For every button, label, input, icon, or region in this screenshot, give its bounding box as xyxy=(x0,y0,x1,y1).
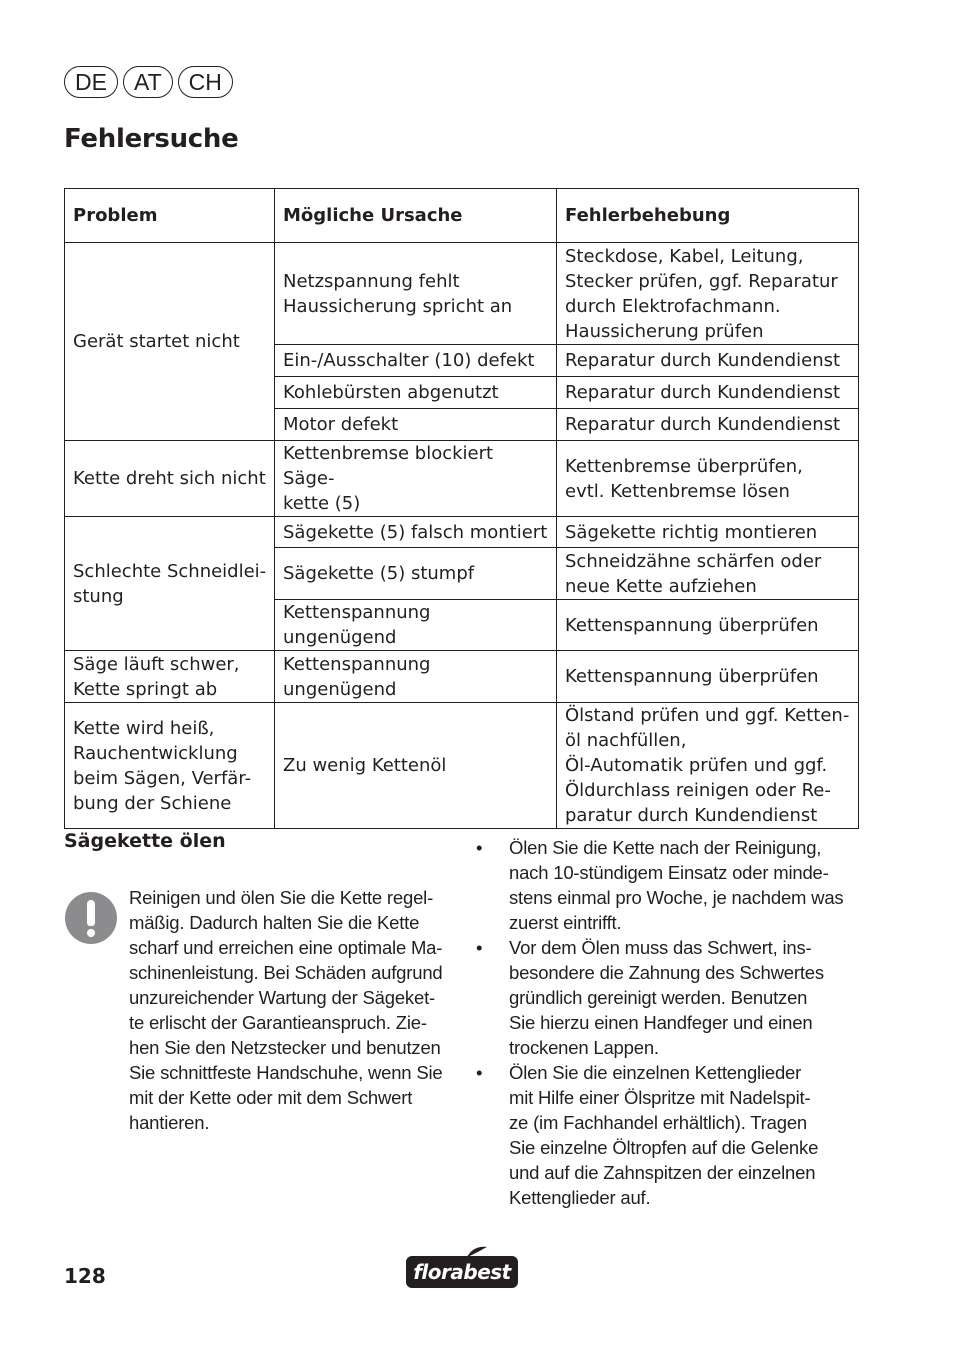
problem-text: Schlechte Schneidlei- stung xyxy=(73,560,267,607)
fix-cell xyxy=(557,517,859,548)
language-badge-ch: CH xyxy=(178,66,233,98)
cause-text: Kettenbremse blockiert Säge- kette (5) xyxy=(283,443,494,514)
problem-text: Kette wird heiß, Rauchentwicklung beim Sägen, Verfär- bung der Schiene xyxy=(73,717,252,814)
fix-text: Steckdose, Kabel, Leitung, Stecker prüfen, ggf. Reparatur durch Elektrofachmann. Haussicherung prüfen xyxy=(565,245,838,342)
list-item xyxy=(476,935,856,1060)
table-row xyxy=(65,703,859,829)
fix-text: Ölstand prüfen und ggf. Ketten- öl nachfüllen, Öl-Automatik prüfen und ggf. Öldurchlass reinigen oder Re- paratur durch Kundendienst xyxy=(565,705,850,826)
fix-text: Kettenspannung überprüfen xyxy=(565,666,819,687)
header-fix: Fehlerbehebung xyxy=(557,189,859,243)
fix-text: Kettenspannung überprüfen xyxy=(565,614,819,636)
problem-cell xyxy=(65,243,275,441)
problem-cell xyxy=(65,517,275,651)
bullet-icon: • xyxy=(476,1062,483,1083)
fix-cell xyxy=(557,600,859,651)
problem-text: Säge läuft schwer, Kette springt ab xyxy=(73,653,240,700)
list-item xyxy=(476,1060,856,1210)
cause-text: Sägekette (5) stumpf xyxy=(283,563,475,584)
cause-cell xyxy=(275,377,557,409)
fix-cell xyxy=(557,441,859,517)
cause-text: Kettenspannung ungenügend xyxy=(283,653,431,700)
cause-cell xyxy=(275,651,557,703)
language-badges xyxy=(64,66,233,98)
problem-text: Kette dreht sich nicht xyxy=(73,468,266,489)
cause-cell xyxy=(275,548,557,600)
page-title: Fehlersuche xyxy=(64,124,239,154)
table-row xyxy=(65,651,859,703)
fix-cell xyxy=(557,409,859,441)
table-row xyxy=(65,517,859,548)
table-row xyxy=(65,243,859,345)
problem-text: Gerät startet nicht xyxy=(73,331,240,352)
language-badge-de: DE xyxy=(64,66,118,98)
cause-text: Motor defekt xyxy=(283,414,399,435)
list-item xyxy=(476,835,856,935)
header-cause: Mögliche Ursache xyxy=(275,189,557,243)
fix-cell xyxy=(557,345,859,377)
cause-text: Kohlebürsten abgenutzt xyxy=(283,382,499,403)
cause-cell xyxy=(275,600,557,651)
language-badge-at: AT xyxy=(123,66,173,98)
cause-cell xyxy=(275,441,557,517)
list-item-text: Vor dem Ölen muss das Schwert, ins- besondere die Zahnung des Schwertes gründlich gereinigt werden. Benutzen Sie hierzu einen Handfeger und einen trockenen Lappen. xyxy=(509,937,824,1058)
cause-cell xyxy=(275,517,557,548)
fix-cell xyxy=(557,703,859,829)
header-problem: Problem xyxy=(65,189,275,243)
problem-cell xyxy=(65,651,275,703)
cause-text: Netzspannung fehlt Haussicherung spricht an xyxy=(283,270,513,317)
cause-text: Ein-/Ausschalter (10) defekt xyxy=(283,350,535,371)
table-row xyxy=(65,441,859,517)
exclamation-icon xyxy=(65,892,117,944)
warning-text: Reinigen und ölen Sie die Kette regel- mäßig. Dadurch halten Sie die Kette scharf und erreichen eine optimale Ma- schinenleistung. Bei Schäden aufgrund unzureichender Wartung der Sägeket- te erlischt der Garantieanspruch. Zie- hen Sie den Netzstecker und benutzen Sie schnittfeste Handschuhe, wenn Sie mit der Kette oder mit dem Schwert hantieren. xyxy=(129,887,443,1133)
bullet-icon: • xyxy=(476,837,483,858)
fix-cell xyxy=(557,377,859,409)
brand-name: florabest xyxy=(413,1260,511,1284)
fix-text: Reparatur durch Kundendienst xyxy=(565,414,841,435)
fix-cell xyxy=(557,548,859,600)
cause-cell xyxy=(275,703,557,829)
problem-cell xyxy=(65,441,275,517)
cause-text: Sägekette (5) falsch montiert xyxy=(283,521,548,543)
troubleshooting-table xyxy=(64,188,859,829)
fix-text: Kettenbremse überprüfen, evtl. Kettenbremse lösen xyxy=(565,455,803,502)
bullet-icon: • xyxy=(476,937,483,958)
page-number: 128 xyxy=(64,1264,106,1288)
cause-text: Zu wenig Kettenöl xyxy=(283,755,447,776)
brand-logo xyxy=(406,1246,518,1288)
problem-cell xyxy=(65,703,275,829)
cause-cell xyxy=(275,243,557,345)
table-header-row xyxy=(65,189,859,243)
section-title: Sägekette ölen xyxy=(64,830,226,852)
fix-text: Schneidzähne schärfen oder neue Kette aufziehen xyxy=(565,550,822,597)
cause-cell xyxy=(275,409,557,441)
fix-text: Reparatur durch Kundendienst xyxy=(565,350,841,371)
cause-text: Kettenspannung ungenügend xyxy=(283,602,431,648)
fix-cell xyxy=(557,243,859,345)
list-item-text: Ölen Sie die Kette nach der Reinigung, nach 10-stündigem Einsatz oder minde- stens einmal pro Woche, je nachdem was zuerst eintrifft. xyxy=(509,837,844,933)
fix-text: Sägekette richtig montieren xyxy=(565,521,818,543)
fix-text: Reparatur durch Kundendienst xyxy=(565,382,841,403)
cause-cell xyxy=(275,345,557,377)
fix-cell xyxy=(557,651,859,703)
list-item-text: Ölen Sie die einzelnen Kettenglieder mit Hilfe einer Ölspritze mit Nadelspit- ze (im Fachhandel erhältlich). Tragen Sie einzelne Öltropfen auf die Gelenke und auf die Zahnspitzen der einzelnen Kettenglieder auf. xyxy=(509,1062,819,1208)
instruction-list xyxy=(476,835,856,1210)
